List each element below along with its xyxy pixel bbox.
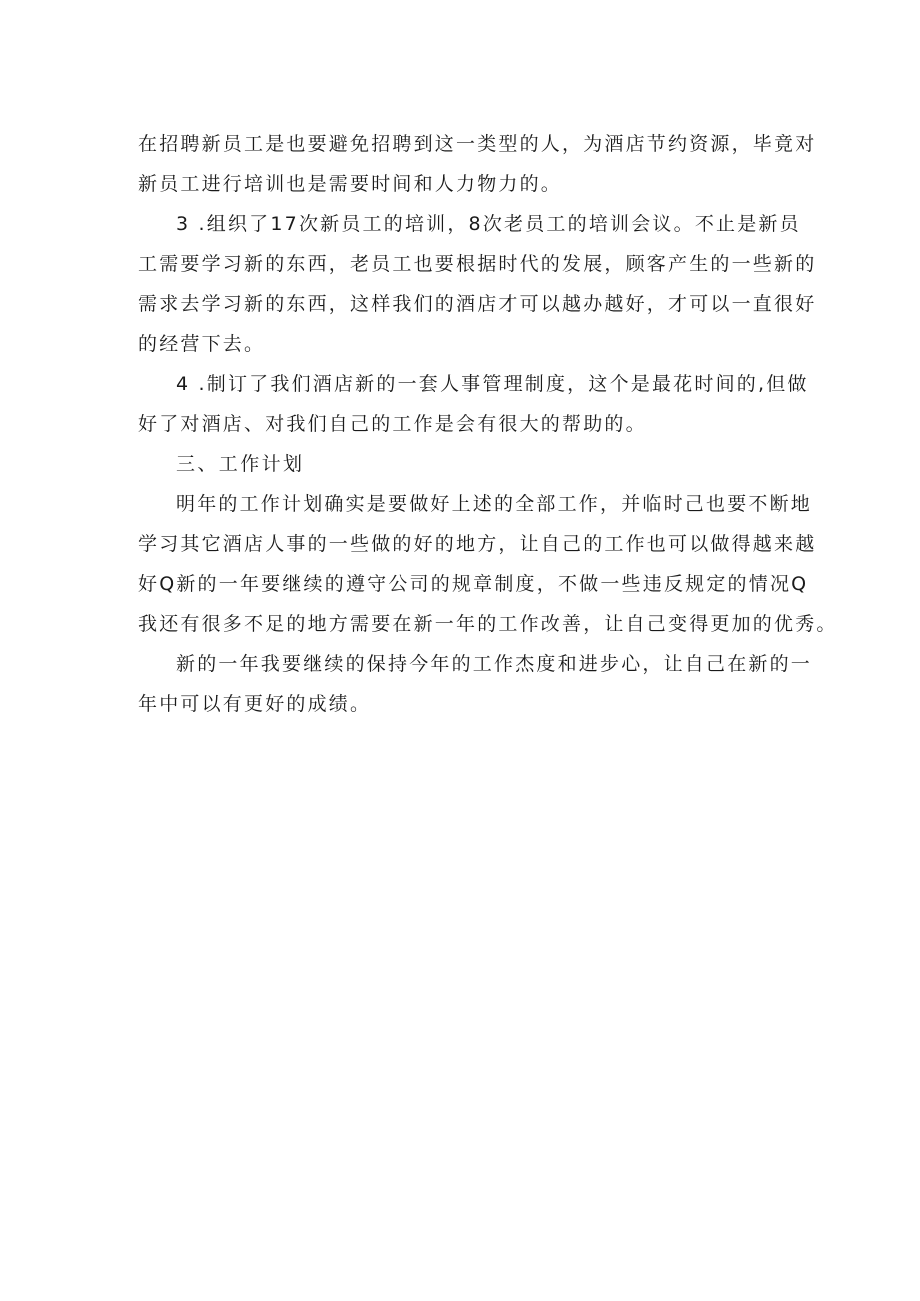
text-line: 3 .组织了17次新员工的培训，8次老员工的培训会议。不止是新员	[176, 213, 801, 235]
heading-text: 三、工作计划	[176, 453, 305, 475]
text-line: 年中可以有更好的成绩。	[138, 693, 372, 715]
text-line: 在招聘新员工是也要避免招聘到这一类型的人，为酒店节约资源，毕竟对	[138, 133, 817, 155]
text-line: 的经营下去。	[138, 333, 266, 355]
text-line: 我还有很多不足的地方需要在新一年的工作改善，让自己变得更加的优秀。	[138, 613, 838, 635]
text-line: 好Q新的一年要继续的遵守公司的规章制度，不做一些违反规定的情况Q	[138, 573, 809, 595]
text-line: 需求去学习新的东西，这样我们的酒店才可以越办越好，才可以一直很好	[138, 293, 817, 315]
section-heading-work-plan	[138, 444, 798, 484]
text-line: 新的一年我要继续的保持今年的工作杰度和进步心，让自己在新的一	[176, 653, 813, 675]
text-line: 4 .制订了我们酒店新的一套人事管理制度，这个是最花时间的,但做	[176, 373, 809, 395]
text-line: 好了对酒店、对我们自己的工作是会有很大的帮助的。	[138, 413, 647, 435]
document-body	[138, 124, 838, 724]
paragraph-item-3-training	[138, 204, 817, 364]
paragraph-item-4-management-system	[138, 364, 809, 444]
text-line: 工需要学习新的东西，老员工也要根据时代的发展，顾客产生的一些新的	[138, 253, 817, 275]
paragraph-closing	[138, 644, 813, 724]
paragraph-recruitment-continuation	[138, 124, 817, 204]
paragraph-next-year-plan	[138, 484, 838, 644]
text-line: 明年的工作计划确实是要做好上述的全部工作，并临时己也要不断地	[176, 493, 813, 515]
text-line: 新员工进行培训也是需要时间和人力物力的。	[138, 173, 563, 195]
text-line: 学习其它酒店人事的一些做的好的地方，让自己的工作也可以做得越来越	[138, 533, 817, 555]
